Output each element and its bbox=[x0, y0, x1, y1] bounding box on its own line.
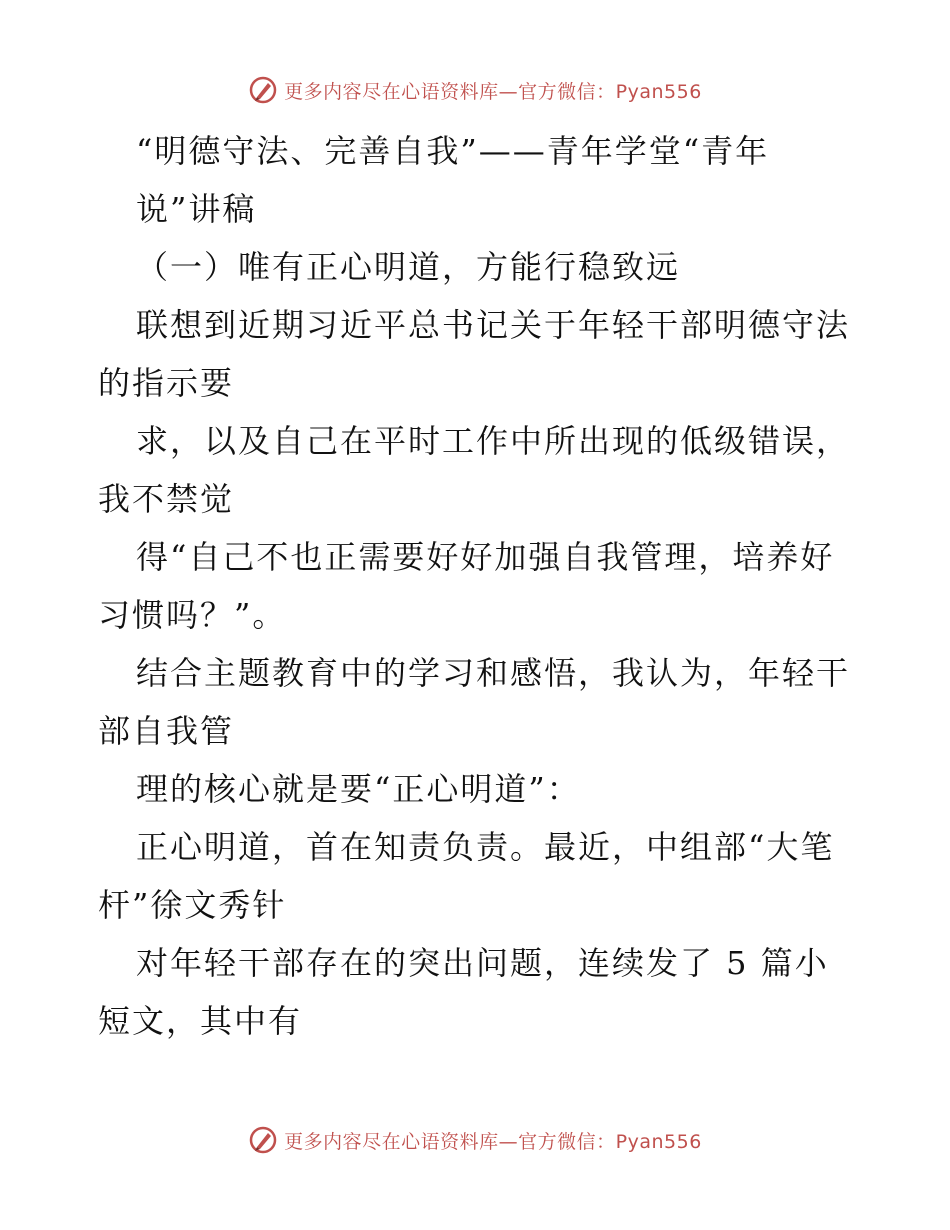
watermark-text: 更多内容尽在心语资料库—官方微信：Pyan556 bbox=[284, 80, 702, 103]
footer-watermark-inner bbox=[248, 1125, 702, 1155]
document-line: 结合主题教育中的学习和感悟，我认为，年轻干 bbox=[136, 654, 851, 692]
header-watermark bbox=[0, 70, 950, 110]
document-line: “明德守法、完善自我”——青年学堂“青年 bbox=[136, 132, 770, 170]
document-line: 理的核心就是要“正心明道”： bbox=[136, 770, 581, 808]
pen-logo-icon bbox=[248, 75, 278, 105]
document-line: 我不禁觉 bbox=[98, 480, 235, 518]
document-line: 短文，其中有 bbox=[98, 1002, 303, 1040]
document-line: 联想到近期习近平总书记关于年轻干部明德守法 bbox=[136, 306, 851, 344]
footer-watermark bbox=[0, 1120, 950, 1160]
document-line: 求，以及自己在平时工作中所出现的低级错误， bbox=[136, 422, 851, 460]
document-body bbox=[98, 122, 858, 1050]
pen-logo-icon bbox=[248, 1125, 278, 1155]
document-line: 习惯吗？”。 bbox=[98, 596, 287, 634]
document-line: 杆”徐文秀针 bbox=[98, 886, 287, 924]
document-line: 说”讲稿 bbox=[136, 190, 257, 228]
document-line: 对年轻干部存在的突出问题，连续发了 5 篇小 bbox=[136, 944, 829, 982]
document-line: 部自我管 bbox=[98, 712, 235, 750]
document-line: 得“自己不也正需要好好加强自我管理，培养好 bbox=[136, 538, 835, 576]
document-line: （一）唯有正心明道，方能行稳致远 bbox=[136, 248, 681, 286]
document-line: 正心明道，首在知责负责。最近，中组部“大笔 bbox=[136, 828, 835, 866]
document-line: 的指示要 bbox=[98, 364, 235, 402]
header-watermark-inner bbox=[248, 75, 702, 105]
watermark-text: 更多内容尽在心语资料库—官方微信：Pyan556 bbox=[284, 1130, 702, 1153]
